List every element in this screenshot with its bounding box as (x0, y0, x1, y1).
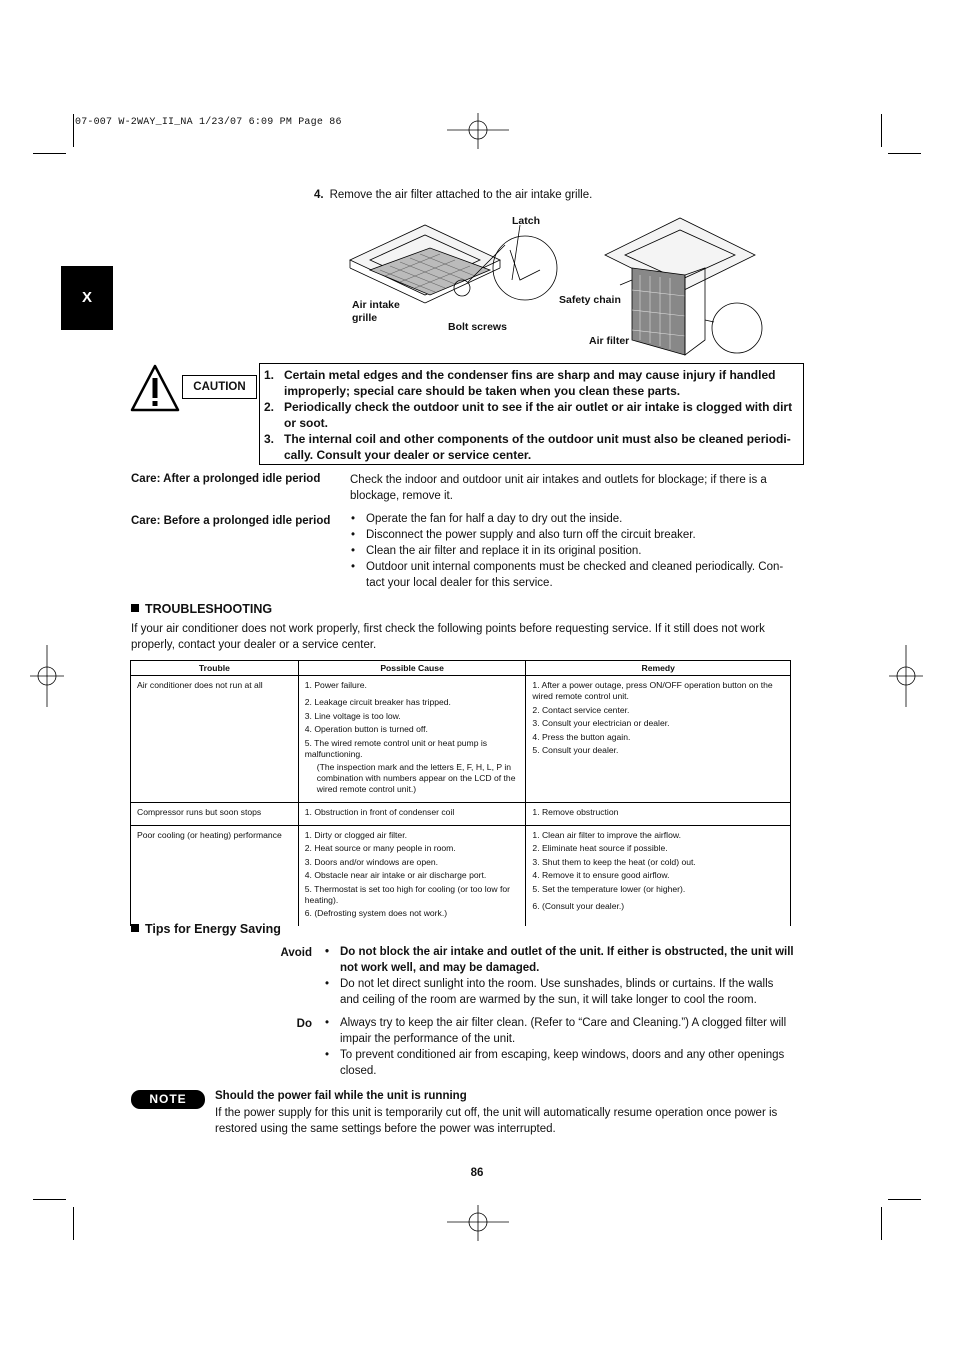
cause-cell: 1. Obstruction in front of condenser coil (298, 803, 526, 826)
label-bolt-screws: Bolt screws (448, 321, 507, 333)
troubleshooting-intro: If your air conditioner does not work properly, first check the following points before requesting service. If it still does not work properly, contact your dealer or a service center. (131, 623, 765, 651)
do-label: Do (296, 1018, 312, 1030)
list-item: • Do not let direct sunlight into the room. Use sunshades, blinds or curtains. If the walls and ceiling of the room are warmed by the sun, it will take longer to cool the room. (325, 976, 795, 1008)
caution-item: 1. Certain metal edges and the condenser fins are sharp and may cause injury if handled improperly; special care should be taken when you clean these parts. (264, 368, 776, 398)
square-bullet-icon (131, 604, 139, 612)
section-tab: X (61, 266, 113, 330)
step-text: Remove the air filter attached to the air intake grille. (329, 189, 593, 201)
cassette-unit-left (350, 225, 557, 303)
label-latch: Latch (512, 215, 541, 227)
column-header: Remedy (526, 661, 791, 676)
troubleshooting-heading: TROUBLESHOOTING (131, 602, 272, 616)
list-item: • Clean the air filter and replace it in its original position. (351, 543, 801, 559)
trouble-cell: Poor cooling (or heating) performance (131, 825, 299, 926)
care-after-text: Check the indoor and outdoor unit air intakes and outlets for blockage; if there is a blockage, remove it. (350, 474, 767, 502)
table-row (131, 803, 791, 826)
label-air-intake-grille-1: Air intake (352, 299, 400, 311)
registration-mark-bottom (447, 1205, 509, 1241)
page-number: 86 (470, 1167, 484, 1179)
avoid-label: Avoid (280, 947, 312, 959)
remedy-cell: 1. After a power outage, press ON/OFF operation button on the wired remote control unit. 2. Contact service center. 3. Consult your electrician or dealer. 4. Press the button again. 5. Consult your dealer. (526, 676, 791, 803)
note-badge: NOTE (131, 1090, 205, 1109)
registration-mark-right (889, 645, 923, 707)
table-row (131, 676, 791, 803)
step-number: 4. (314, 189, 324, 201)
care-before-heading: Care: Before a prolonged idle period (131, 515, 331, 527)
caution-item: 3. The internal coil and other components of the outdoor unit must also be cleaned periodi-cally. Consult your dealer or service center. (264, 432, 791, 462)
filter-removal-illustration (340, 210, 770, 360)
cause-cell: 1. Dirty or clogged air filter. 2. Heat source or many people in room. 3. Doors and/or windows are open. 4. Obstacle near air intake or air discharge port. 5. Thermostat is set too high for cooling (or too low for heating). 6. (Defrosting system does not work.) (298, 825, 526, 926)
cause-cell: 1. Power failure. 2. Leakage circuit breaker has tripped. 3. Line voltage is too low. 4. Operation button is turned off. 5. The wired remote control unit or heat pump is malfunctioning. (The inspection mark and the letters E, F, H, L, P in combination with numbers appear on the LCD of the wired remote control unit.) (298, 676, 526, 803)
troubleshooting-table (130, 660, 791, 926)
caution-label: CAUTION (182, 375, 257, 399)
note-heading: Should the power fail while the unit is running (215, 1090, 467, 1102)
caution-item: 2. Periodically check the outdoor unit to see if the air outlet or air intake is clogged with dirt or soot. (264, 400, 793, 430)
list-item: • Operate the fan for half a day to dry out the inside. (351, 511, 801, 527)
step-4 (314, 189, 592, 201)
note-text: If the power supply for this unit is temporarily cut off, the unit will automatically resume operation once power is restored using the same settings before the power was interrupted. (215, 1107, 778, 1135)
energy-heading: Tips for Energy Saving (131, 922, 281, 936)
do-list (325, 1015, 795, 1079)
column-header: Trouble (131, 661, 299, 676)
registration-mark-left (30, 645, 64, 707)
registration-mark-top (447, 113, 509, 149)
label-safety-chain: Safety chain (559, 294, 621, 306)
care-before-list (351, 511, 801, 591)
table-row (131, 825, 791, 926)
label-air-filter: Air filter (589, 335, 630, 347)
warning-triangle-icon (130, 364, 180, 412)
caution-box (259, 363, 804, 465)
remedy-cell: 1. Clean air filter to improve the airflow. 2. Eliminate heat source if possible. 3. Shut them to keep the heat (or cold) out. 4. Remove it to ensure good airflow. 5. Set the temperature lower (or higher). 6. (Consult your dealer.) (526, 825, 791, 926)
column-header: Possible Cause (298, 661, 526, 676)
list-item: • Disconnect the power supply and also turn off the circuit breaker. (351, 527, 801, 543)
trouble-cell: Air conditioner does not run at all (131, 676, 299, 803)
list-item: • Outdoor unit internal components must be checked and cleaned periodically. Con-tact your local dealer for this service. (351, 559, 801, 591)
list-item: • To prevent conditioned air from escaping, keep windows, doors and any other openings closed. (325, 1047, 795, 1079)
trouble-cell: Compressor runs but soon stops (131, 803, 299, 826)
label-air-intake-grille-2: grille (352, 312, 378, 324)
list-item: • Do not block the air intake and outlet of the unit. If either is obstructed, the unit will not work well, and may be damaged. (325, 944, 795, 976)
remedy-cell: 1. Remove obstruction (526, 803, 791, 826)
avoid-list (325, 944, 795, 1008)
square-bullet-icon (131, 924, 139, 932)
care-after-heading: Care: After a prolonged idle period (131, 473, 321, 485)
print-slug: 07-007 W-2WAY_II_NA 1/23/07 6:09 PM Page 86 (75, 117, 342, 128)
list-item: • Always try to keep the air filter clean. (Refer to “Care and Cleaning.”) A clogged filter will impair the performance of the unit. (325, 1015, 795, 1047)
